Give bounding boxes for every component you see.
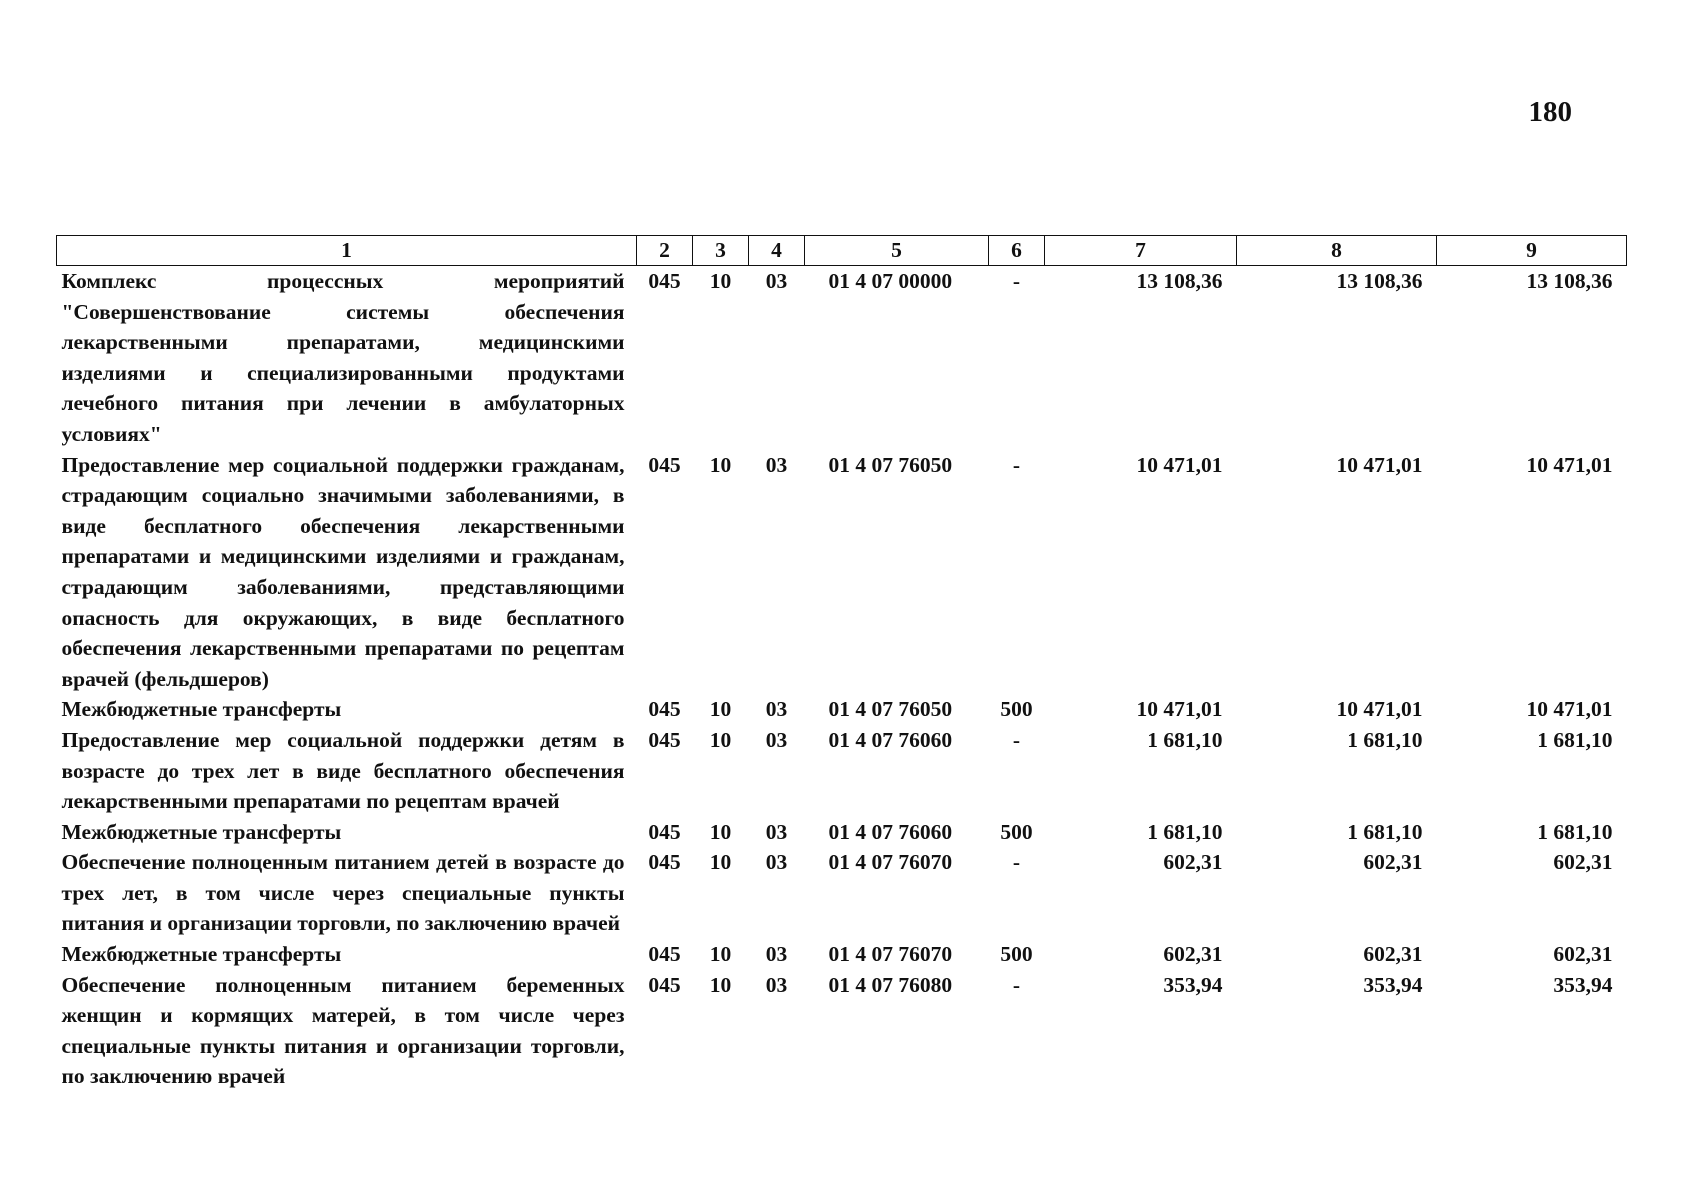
expense-type-code: - <box>1012 727 1021 752</box>
amount-col-9: 353,94 <box>1553 972 1613 997</box>
column-header: 7 <box>1045 236 1237 266</box>
target-article-code: 01 4 07 76060 <box>828 819 953 844</box>
amount-col-8: 1 681,10 <box>1347 727 1423 752</box>
target-article-code: 01 4 07 76050 <box>828 697 953 722</box>
amount-col-7: 602,31 <box>1163 850 1223 875</box>
ministry-code: 045 <box>648 452 681 477</box>
section-code: 10 <box>709 850 732 875</box>
section-code: 10 <box>709 452 732 477</box>
table-row <box>57 694 1627 725</box>
expense-type-code: - <box>1012 269 1021 293</box>
amount-col-9: 10 471,01 <box>1526 697 1613 722</box>
page-number: 180 <box>1528 96 1572 128</box>
subsection-code: 03 <box>765 850 788 875</box>
row-name: Обеспечение полноценным питанием беременных женщин и кормящих матерей, в том числе через специальные пункты питания и организации торговли, по заключению врачей <box>61 972 625 1089</box>
ministry-code: 045 <box>648 850 681 875</box>
amount-col-7: 353,94 <box>1163 972 1223 997</box>
ministry-code: 045 <box>648 972 681 997</box>
column-header: 6 <box>989 236 1045 266</box>
amount-col-7: 10 471,01 <box>1136 697 1223 722</box>
expense-type-code: - <box>1012 972 1021 997</box>
ministry-code: 045 <box>648 697 681 722</box>
subsection-code: 03 <box>765 697 788 722</box>
section-code: 10 <box>709 972 732 997</box>
table-row <box>57 970 1627 1092</box>
amount-col-9: 602,31 <box>1553 942 1613 967</box>
amount-col-9: 10 471,01 <box>1526 452 1613 477</box>
table-row <box>57 725 1627 817</box>
table-row <box>57 847 1627 939</box>
ministry-code: 045 <box>648 942 681 967</box>
table-row <box>57 817 1627 848</box>
expense-type-code: - <box>1012 850 1021 875</box>
ministry-code: 045 <box>648 269 681 293</box>
expense-type-code: 500 <box>1000 942 1033 967</box>
amount-col-7: 10 471,01 <box>1136 452 1223 477</box>
section-code: 10 <box>709 819 732 844</box>
expense-type-code: - <box>1012 452 1021 477</box>
amount-col-8: 602,31 <box>1363 850 1423 875</box>
amount-col-8: 13 108,36 <box>1336 269 1423 293</box>
target-article-code: 01 4 07 76050 <box>828 452 953 477</box>
amount-col-8: 10 471,01 <box>1336 697 1423 722</box>
target-article-code: 01 4 07 00000 <box>828 269 953 293</box>
amount-col-9: 602,31 <box>1553 850 1613 875</box>
column-header: 3 <box>693 236 749 266</box>
section-code: 10 <box>709 269 732 293</box>
amount-col-8: 602,31 <box>1363 942 1423 967</box>
target-article-code: 01 4 07 76070 <box>828 850 953 875</box>
amount-col-7: 13 108,36 <box>1136 269 1223 293</box>
section-code: 10 <box>709 727 732 752</box>
row-name: Межбюджетные трансферты <box>61 942 342 967</box>
ministry-code: 045 <box>648 819 681 844</box>
table-row <box>57 450 1627 695</box>
target-article-code: 01 4 07 76080 <box>828 972 953 997</box>
column-number-header-row <box>57 236 1627 266</box>
amount-col-7: 1 681,10 <box>1147 727 1223 752</box>
table-row <box>57 939 1627 970</box>
subsection-code: 03 <box>765 727 788 752</box>
section-code: 10 <box>709 697 732 722</box>
row-name: Предоставление мер социальной поддержки детям в возрасте до трех лет в виде бесплатного обеспечения лекарственными препаратами по рецептам врачей <box>61 727 625 814</box>
column-header: 5 <box>805 236 989 266</box>
budget-table <box>56 235 1627 1092</box>
row-name: Межбюджетные трансферты <box>61 819 342 844</box>
subsection-code: 03 <box>765 972 788 997</box>
amount-col-8: 353,94 <box>1363 972 1423 997</box>
column-header: 4 <box>749 236 805 266</box>
subsection-code: 03 <box>765 452 788 477</box>
amount-col-7: 602,31 <box>1163 942 1223 967</box>
table-row <box>57 266 1627 450</box>
amount-col-8: 10 471,01 <box>1336 452 1423 477</box>
row-name: Предоставление мер социальной поддержки гражданам, страдающим социально значимыми заболеваниями, в виде бесплатного обеспечения лекарственными препаратами и медицинскими изделиями и гражданам, страдающим заболеваниями, представляющими опасность для окружающих, в виде бесплатного обеспечения лекарственными препаратами по рецептам врачей (фельдшеров) <box>61 452 625 691</box>
expense-type-code: 500 <box>1000 697 1033 722</box>
row-name: Межбюджетные трансферты <box>61 697 342 722</box>
subsection-code: 03 <box>765 942 788 967</box>
subsection-code: 03 <box>765 819 788 844</box>
section-code: 10 <box>709 942 732 967</box>
target-article-code: 01 4 07 76060 <box>828 727 953 752</box>
target-article-code: 01 4 07 76070 <box>828 942 953 967</box>
subsection-code: 03 <box>765 269 788 293</box>
column-header: 1 <box>57 236 637 266</box>
column-header: 8 <box>1237 236 1437 266</box>
amount-col-9: 1 681,10 <box>1537 819 1613 844</box>
expense-type-code: 500 <box>1000 819 1033 844</box>
amount-col-7: 1 681,10 <box>1147 819 1223 844</box>
row-name: Обеспечение полноценным питанием детей в возрасте до трех лет, в том числе через специальные пункты питания и организации торговли, по заключению врачей <box>61 850 625 936</box>
amount-col-9: 13 108,36 <box>1526 269 1613 293</box>
amount-col-8: 1 681,10 <box>1347 819 1423 844</box>
column-header: 2 <box>637 236 693 266</box>
column-header: 9 <box>1437 236 1627 266</box>
row-name: Комплекс процессных мероприятий "Совершенствование системы обеспечения лекарственными препаратами, медицинскими изделиями и специализированными продуктами лечебного питания при лечении в амбулаторных условиях" <box>61 269 625 446</box>
ministry-code: 045 <box>648 727 681 752</box>
amount-col-9: 1 681,10 <box>1537 727 1613 752</box>
